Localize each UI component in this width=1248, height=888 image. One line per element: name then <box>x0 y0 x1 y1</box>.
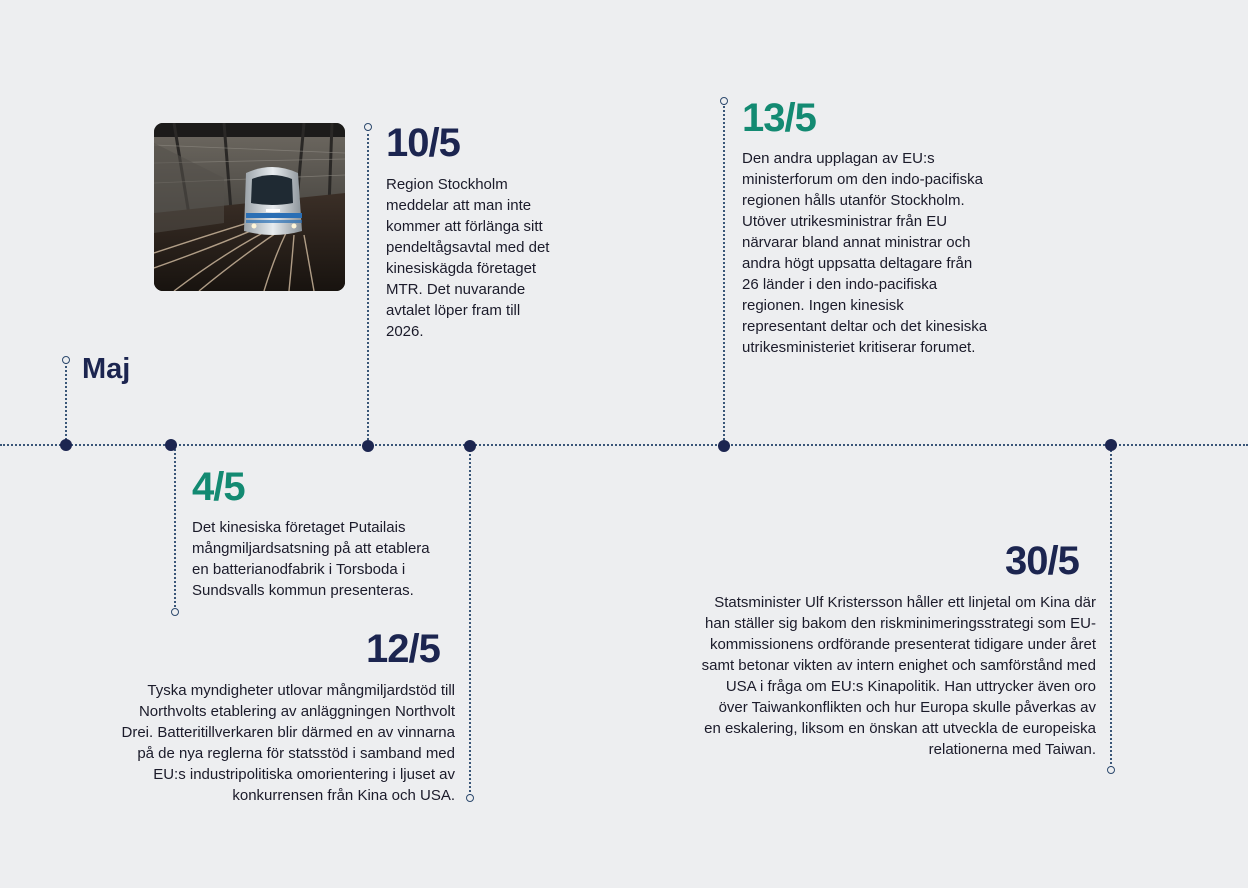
event-text-12-5: Tyska myndigheter utlovar mångmiljardstöd till Northvolts etablering av anläggningen Northvolt Drei. Batteritillverkaren blir därmed en av vinnarna på de nya reglerna för statsstöd i samband med EU:s industripolitiska omorientering i ljuset av konkurrensen från Kina och USA. <box>121 682 455 804</box>
ring-12-5 <box>466 794 474 802</box>
timeline-dot-maj <box>60 439 72 451</box>
event-text-4-5: Det kinesiska företaget Putailais mångmiljardsatsning på att etablera en batterianodfabrik i Torsboda i Sundsvalls kommun presenteras. <box>192 519 430 599</box>
timeline-dot-30-5 <box>1105 439 1117 451</box>
timeline-dot-13-5 <box>718 440 730 452</box>
event-text-10-5: Region Stockholm meddelar att man inte kommer att förlänga sitt pendeltågsavtal med det kinesiskägda företaget MTR. Det nuvarande avtalet löper fram till 2026. <box>386 176 550 340</box>
timeline-axis <box>0 444 1248 446</box>
event-date-4-5: 4/5 <box>192 465 245 509</box>
connector-30-5 <box>1110 446 1112 768</box>
event-date-10-5: 10/5 <box>386 121 460 165</box>
timeline-dot-10-5 <box>362 440 374 452</box>
month-label: Maj <box>82 353 131 385</box>
ring-4-5 <box>171 608 179 616</box>
connector-12-5 <box>469 446 471 796</box>
event-date-12-5: 12/5 <box>366 627 440 671</box>
event-text-13-5: Den andra upplagan av EU:s ministerforum om den indo-pacifiska regionen hålls utanför Stockholm. Utöver utrikesministrar från EU närvarar bland annat ministrar och andra högt uppsatta deltagare från 26 länder i den indo-pacifiska regionen. Ingen kinesisk representant deltar och det kinesiska utrikesministeriet kritiserar forumet. <box>742 150 988 356</box>
connector-maj <box>65 362 67 444</box>
ring-13-5 <box>720 97 728 105</box>
connector-10-5 <box>367 129 369 444</box>
ring-30-5 <box>1107 766 1115 774</box>
event-date-30-5: 30/5 <box>1005 539 1079 583</box>
connector-4-5 <box>174 446 176 611</box>
timeline-dot-4-5 <box>165 439 177 451</box>
connector-13-5 <box>723 103 725 444</box>
ring-maj <box>62 356 70 364</box>
event-date-13-5: 13/5 <box>742 96 816 140</box>
commuter-train-photo <box>154 123 345 291</box>
timeline-dot-12-5 <box>464 440 476 452</box>
ring-10-5 <box>364 123 372 131</box>
event-text-30-5: Statsminister Ulf Kristersson håller ett linjetal om Kina där han ställer sig bakom den riskminimeringsstrategi som EU-kommissionens ordförande presenterat tidigare under året samt betonar vikten av intern enighet och samförstånd med USA i fråga om EU:s Kinapolitik. Han uttrycker även oro över Taiwankonflikten och hur Europa skulle påverkas av en eskalering, liksom en önskan att utveckla de europeiska relationerna med Taiwan. <box>701 594 1096 758</box>
